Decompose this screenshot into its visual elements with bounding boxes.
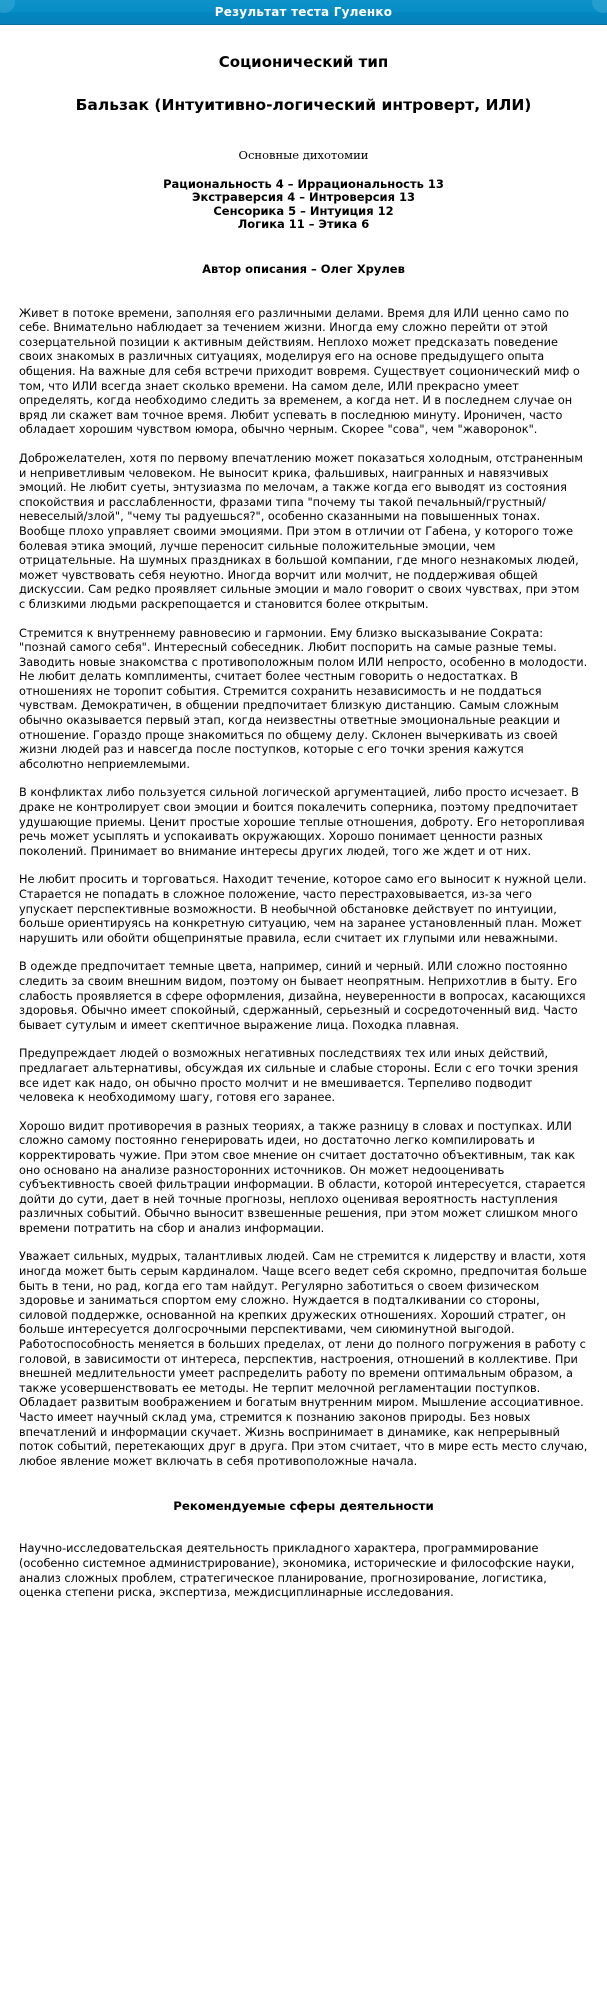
dichotomy-item-extraversion: Экстраверсия 4 – Интроверсия 13 xyxy=(192,190,415,205)
document-page xyxy=(0,53,607,1631)
description-body xyxy=(19,307,588,1470)
recommended-fields-body xyxy=(19,1542,588,1600)
dichotomies-section-title: Основные дихотомии xyxy=(238,147,369,162)
page-title: Соционический тип xyxy=(218,53,389,71)
socionics-type-name: Бальзак (Интуитивно-логический интроверт, ИЛИ) xyxy=(75,95,532,114)
recommended-fields-text: Научно-исследовательская деятельность прикладного характера, программирование (особенно системное администрирование), экономика, исторические и философские науки, анализ сложных проблем, стратегическое планирование, прогнозирование, логистика, оценка степени риска, экспертиза, междисциплинарные исследования. xyxy=(19,1542,575,1600)
dichotomy-item-sensing: Сенсорика 5 – Интуиция 12 xyxy=(213,203,394,218)
window-title: Результат теста Гуленко xyxy=(214,5,393,19)
dichotomies-list xyxy=(19,178,588,232)
description-paragraph: Стремится к внутреннему равновесию и гармонии. Ему близко высказывание Сократа: "познай самого себя". Интересный собеседник. Любит поспорить на самые разные темы. Заводить новые знакомства с противоположным полом ИЛИ непросто, особенно в молодости. Не любит делать комплименты, считает более честным говорить о недостатках. В отношениях не торопит события. Стремится сохранить независимость и не поддаться чувствам. Демократичен, в общении предпочитает близкую дистанцию. Самым сложным обычно оказывается первый этап, когда неизвестны ответные эмоциональные реакции и отношение. Гораздо проще знакомиться по общему делу. Склонен вычеркивать из своей жизни людей раз и навсегда после поступков, которые с его точки зрения кажутся абсолютно неприемлемыми. xyxy=(19,626,588,771)
dichotomy-item-rationality: Рациональность 4 – Иррациональность 13 xyxy=(163,176,444,191)
description-paragraph: Живет в потоке времени, заполняя его различными делами. Время для ИЛИ ценно само по себе. Внимательно наблюдает за течением жизни. Иногда ему сложно перейти от этой созерцательной позиции к активным действиям. Неплохо может предсказать поведение своих знакомых в различных ситуациях, моделируя его на основе предыдущего опыта общения. На важные для себя встречи приходит вовремя. Существует соционический миф о том, что ИЛИ всегда знает сколько времени. На самом деле, ИЛИ прекрасно умеет определять, когда необходимо следить за временем, а когда нет. И в последнем случае он вряд ли скажет вам точное время. Любит успевать в последнюю минуту. Ироничен, часто обладает хорошим чувством юмора, обычно черным. Скорее "сова", чем "жаворонок". xyxy=(19,306,580,437)
dichotomy-item-logic: Логика 11 – Этика 6 xyxy=(237,217,370,232)
recommended-fields-title: Рекомендуемые сферы деятельности xyxy=(173,1499,434,1514)
description-paragraph: Хорошо видит противоречия в разных теориях, а также разницу в словах и поступках. ИЛИ сложно самому постоянно генерировать идеи, но достаточно легко компилировать и корректировать чужие. При этом свое мнение он считает достаточно объективным, так как оно основано на анализе разносторонних источников. Он может недооценивать субъективность своей фильтрации информации. В области, которой интересуется, старается дойти до сути, дает в ней точные прогнозы, неплохо оценивая вероятность наступления различных событий. Обычно выносит взвешенные решения, при этом может слишком много времени потратить на сбор и анализ информации. xyxy=(19,1119,586,1235)
description-paragraph: В одежде предпочитает темные цвета, например, синий и черный. ИЛИ сложно постоянно следить за своим внешним видом, поэтому он бывает неопрятным. Неприхотлив в быту. Его слабость проявляется в сфере оформления, дизайна, неуверенности в вопросах, касающихся здоровья. Обычно имеет спокойный, сдержанный, серьезный и сосредоточенный вид. Часто бывает сутулым и имеет скептичное выражение лица. Походка плавная. xyxy=(19,960,586,1032)
description-paragraph: Доброжелателен, хотя по первому впечатлению может показаться холодным, отстраненным и неприветливым человеком. Не выносит крика, фальшивых, наигранных и навязчивых эмоций. Не любит суеты, энтузиазма по мелочам, а также когда его выводят из состояния спокойствия и расслабленности, фразами типа "почему ты такой печальный/грустный/невеселый/злой", "чему ты радуешься?", особенно сказанными на повышенных тонах. Вообще плохо управляет своими эмоциями. При этом в отличии от Габена, у которого тоже болевая этика эмоций, лучше переносит сильные положительные эмоции, чем отрицательные. На шумных праздниках в большой компании, где много незнакомых людей, может чувствовать себя неуютно. Иногда ворчит или молчит, не поддерживая общей дискуссии. Сам редко проявляет сильные эмоции и мало говорит о своих чувствах, при этом с близкими людьми раскрепощается и становится более открытым. xyxy=(19,451,583,611)
result-header xyxy=(19,53,588,276)
description-paragraph: Не любит просить и торговаться. Находит течение, которое само его выносит к нужной цели. Старается не попадать в сложное положение, часто перестраховывается, из-за чего упускает перспективные возможности. В необычной обстановке действует по интуиции, больше ориентируясь на конкретную ситуацию, чем на заранее установленный план. Может нарушить или обойти общепринятые правила, если считает их глупыми или неважными. xyxy=(19,873,587,945)
description-paragraph: В конфликтах либо пользуется сильной логической аргументацией, либо просто исчезает. В драке не контролирует свои эмоции и боится покалечить соперника, поэтому предпочитает удушающие приемы. Ценит простые хорошие теплые отношения, доброту. Его неторопливая речь может усыплять и успокаивать окружающих. Хорошо понимает ценности разных поколений. Принимает во внимание интересы других людей, того же ждет и от них. xyxy=(19,786,585,858)
description-paragraph: Уважает сильных, мудрых, талантливых людей. Сам не стремится к лидерству и власти, хотя иногда может быть серым кардиналом. Чаще всего ведет себя скромно, предпочитая больше быть в тени, но рад, когда его там найдут. Регулярно заботиться о своем физическом здоровье и заниматься спортом ему сложно. Нуждается в подталкивании со стороны, силовой поддержке, основанной на крепких дружеских отношениях. Хороший стратег, он больше интересуется долгосрочными перспективами, чем сиюминутной выгодой. Работоспособность меняется в больших пределах, от лени до полного погружения в работу с головой, в зависимости от интереса, перспектив, настроения, отношений в коллективе. При внешней медлительности умеет распределить работу по времени оптимальным образом, а также усовершенствовать ее методы. Не терпит мелочной регламентации поступков. Обладает развитым воображением и богатым внутренним миром. Мышление ассоциативное. Часто имеет научный склад ума, стремится к познанию законов природы. Без новых впечатлений и информации скучает. Жизнь воспринимает в динамике, как непрерывный поток событий, перетекающих друг в друга. При этом считает, что в мире есть место случаю, любое явление может включать в себя противоположные начала. xyxy=(19,1250,588,1468)
window-title-bar xyxy=(0,0,607,25)
description-author: Автор описания – Олег Хрулев xyxy=(202,261,405,276)
description-paragraph: Предупреждает людей о возможных негативных последствиях тех или иных действий, предлагает альтернативы, обсуждая их сильные и слабые стороны. Если с его точки зрения все идет как надо, он обычно просто молчит и не вмешивается. Терпеливо подводит человека к необходимому шагу, готовя его заранее. xyxy=(19,1047,579,1105)
